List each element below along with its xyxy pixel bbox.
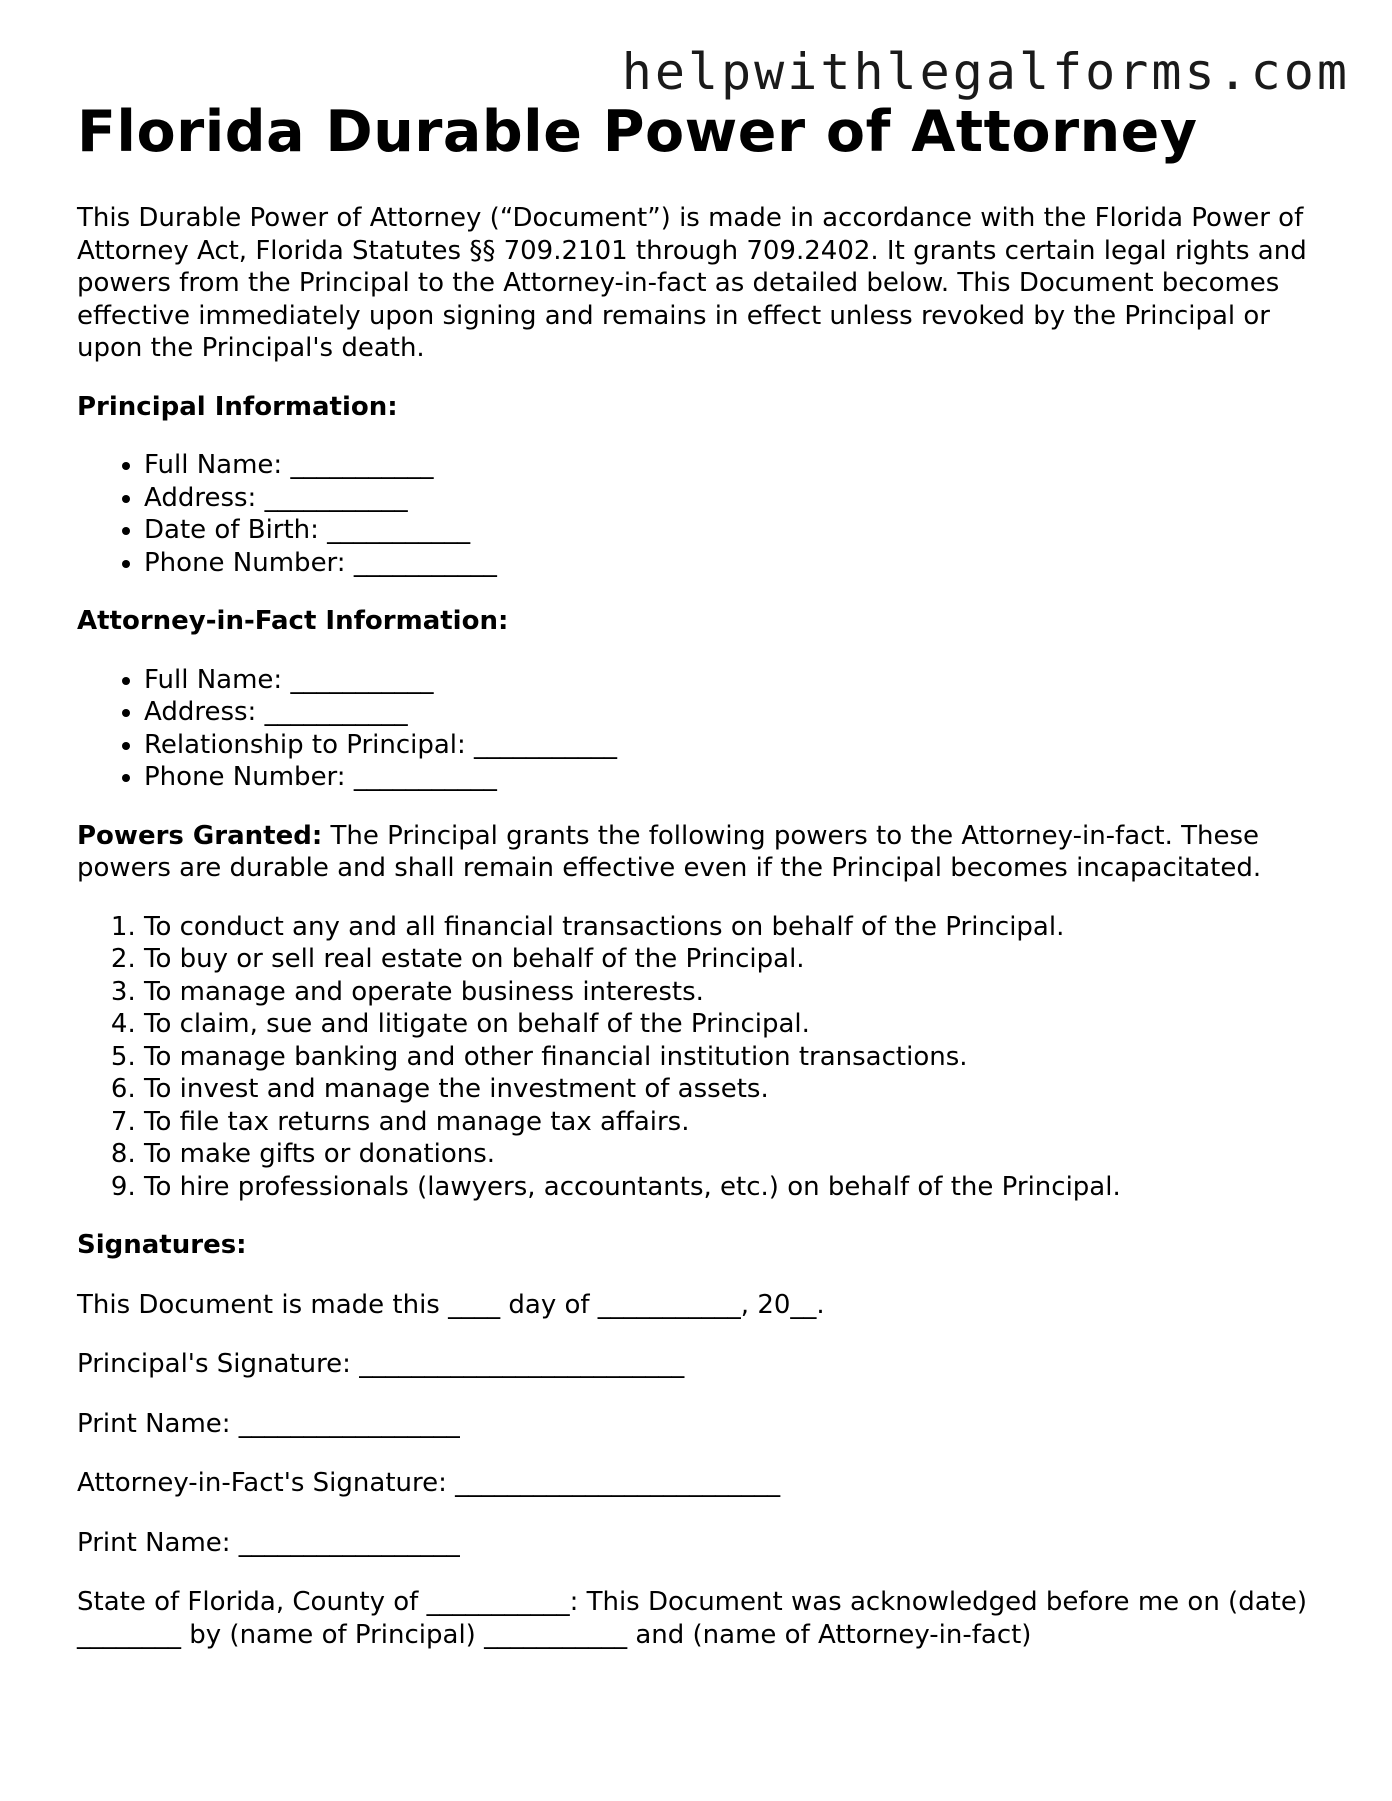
powers-heading: Powers Granted:	[77, 820, 323, 851]
power-item: 7. To file tax returns and manage tax affairs.	[144, 1106, 1337, 1139]
attorney-address: • Address: ___________	[144, 696, 1337, 729]
attorney-full-name: • Full Name: ___________	[144, 664, 1337, 697]
power-item: 5. To manage banking and other financial institution transactions.	[144, 1041, 1337, 1074]
power-item: 6. To invest and manage the investment of assets.	[144, 1073, 1337, 1106]
attorney-relationship: • Relationship to Principal: ___________	[144, 729, 1337, 762]
principal-signature-line: Principal's Signature: _________________________	[77, 1349, 685, 1379]
principal-full-name: • Full Name: ___________	[144, 449, 1337, 482]
signatures-heading: Signatures:	[77, 1230, 247, 1260]
principal-heading: Principal Information:	[77, 391, 398, 422]
document-body	[77, 96, 1337, 1651]
principal-info-list	[77, 449, 1337, 579]
acknowledgment-paragraph: State of Florida, County of ___________: This Document was acknowledged before me on (date) ________ by (name of Principal) ___________ and (name of Attorney-in-fact)	[77, 1587, 1307, 1650]
attorney-heading: Attorney-in-Fact Information:	[77, 606, 509, 636]
date-line: This Document is made this ____ day of ___________, 20__.	[77, 1289, 825, 1320]
power-item: 9. To hire professionals (lawyers, accountants, etc.) on behalf of the Principal.	[144, 1171, 1337, 1204]
intro-paragraph: This Durable Power of Attorney (“Document”) is made in accordance with the Florida Power of Attorney Act, Florida Statutes §§ 709.2101 through 709.2402. It grants certain legal rights and powers from the Principal to the Attorney-in-fact as detailed below. This Document becomes effective immediately upon signing and remains in effect unless revoked by the Principal or upon the Principal's death.	[77, 203, 1307, 363]
attorney-phone: • Phone Number: ___________	[144, 761, 1337, 794]
powers-list	[77, 911, 1337, 1204]
principal-phone: • Phone Number: ___________	[144, 547, 1337, 580]
power-item: 4. To claim, sue and litigate on behalf of the Principal.	[144, 1008, 1337, 1041]
power-item: 3. To manage and operate business interests.	[144, 976, 1337, 1009]
principal-print-name-line: Print Name: _________________	[77, 1408, 460, 1439]
powers-paragraph	[77, 820, 1337, 885]
attorney-info-list	[77, 664, 1337, 794]
site-watermark: helpwithlegalforms.com	[621, 43, 1350, 101]
document-title: Florida Durable Power of Attorney	[77, 99, 1198, 165]
principal-address: • Address: ___________	[144, 482, 1337, 515]
power-item: 8. To make gifts or donations.	[144, 1138, 1337, 1171]
attorney-signature-line: Attorney-in-Fact's Signature: _________________________	[77, 1468, 781, 1498]
principal-date-of-birth: • Date of Birth: ___________	[144, 514, 1337, 547]
powers-text: The Principal grants the following powers to the Attorney-in-fact. These powers are durable and shall remain effective even if the Principal becomes incapacitated.	[77, 820, 1262, 883]
attorney-print-name-line: Print Name: _________________	[77, 1527, 460, 1558]
power-item: 2. To buy or sell real estate on behalf of the Principal.	[144, 943, 1337, 976]
power-item: 1. To conduct any and all financial transactions on behalf of the Principal.	[144, 911, 1337, 944]
